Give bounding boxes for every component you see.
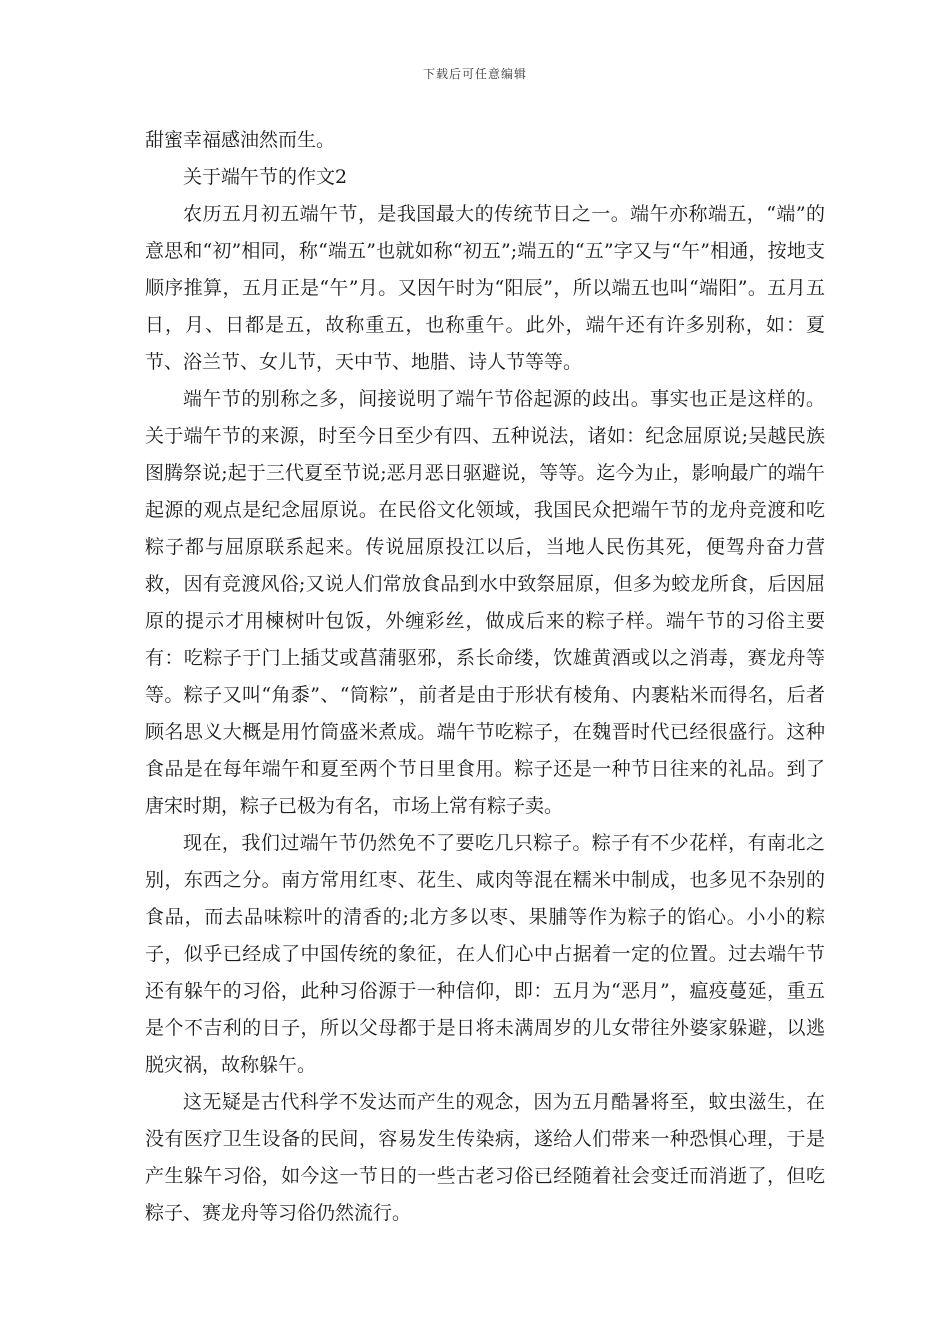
section-heading: 关于端午节的作文2	[183, 166, 348, 188]
page-header: 下载后可任意编辑	[422, 67, 527, 81]
document-body	[145, 122, 825, 1232]
paragraph-3: 现在，我们过端午节仍然免不了要吃几只粽子。粽子有不少花样，有南北之别，东西之分。南方常用红枣、花生、咸肉等混在糯米中制成，也多见不杂别的食品，而去品味粽叶的清香的;北方多以枣、果脯等作为粽子的馅心。小小的粽子，似乎已经成了中国传统的象征，在人们心中占据着一定的位置。过去端午节还有躲午的习俗，此种习俗源于一种信仰，即：五月为“恶月”，瘟疫蔓延，重五是个不吉利的日子，所以父母都于是日将未满周岁的儿女带往外婆家躲避，以逃脱灾祸，故称躲午。	[145, 832, 825, 1076]
paragraph-continuation: 甜蜜幸福感油然而生。	[145, 129, 336, 151]
paragraph-1: 农历五月初五端午节，是我国最大的传统节日之一。端午亦称端五，“端”的意思和“初”相同，称“端五”也就如称“初五”;端五的“五”字又与“午”相通，按地支顺序推算，五月正是“午”月。又因午时为“阳辰”，所以端五也叫“端阳”。五月五日，月、日都是五，故称重五，也称重午。此外，端午还有许多别称，如：夏节、浴兰节、女儿节，天中节、地腊、诗人节等等。	[145, 203, 825, 373]
paragraph-2: 端午节的别称之多，间接说明了端午节俗起源的歧出。事实也正是这样的。关于端午节的来源，时至今日至少有四、五种说法，诸如：纪念屈原说;吴越民族图腾祭说;起于三代夏至节说;恶月恶日驱避说，等等。迄今为止，影响最广的端午起源的观点是纪念屈原说。在民俗文化领域，我国民众把端午节的龙舟竞渡和吃粽子都与屈原联系起来。传说屈原投江以后，当地人民伤其死，便驾舟奋力营救，因有竞渡风俗;又说人们常放食品到水中致祭屈原，但多为蛟龙所食，后因屈原的提示才用楝树叶包饭，外缠彩丝，做成后来的粽子样。端午节的习俗主要有：吃粽子于门上插艾或菖蒲驱邪，系长命缕，饮雄黄酒或以之消毒，赛龙舟等等。粽子又叫“角黍”、“筒粽”，前者是由于形状有棱角、内裹粘米而得名，后者顾名思义大概是用竹筒盛米煮成。端午节吃粽子，在魏晋时代已经很盛行。这种食品是在每年端午和夏至两个节日里食用。粽子还是一种节日往来的礼品。到了唐宋时期，粽子已极为有名，市场上常有粽子卖。	[145, 388, 825, 817]
paragraph-4: 这无疑是古代科学不发达而产生的观念，因为五月酷暑将至，蚊虫滋生，在没有医疗卫生设备的民间，容易发生传染病，遂给人们带来一种恐惧心理，于是产生躲午习俗，如今这一节日的一些古老习俗已经随着社会变迁而消逝了，但吃粽子、赛龙舟等习俗仍然流行。	[145, 1091, 825, 1224]
